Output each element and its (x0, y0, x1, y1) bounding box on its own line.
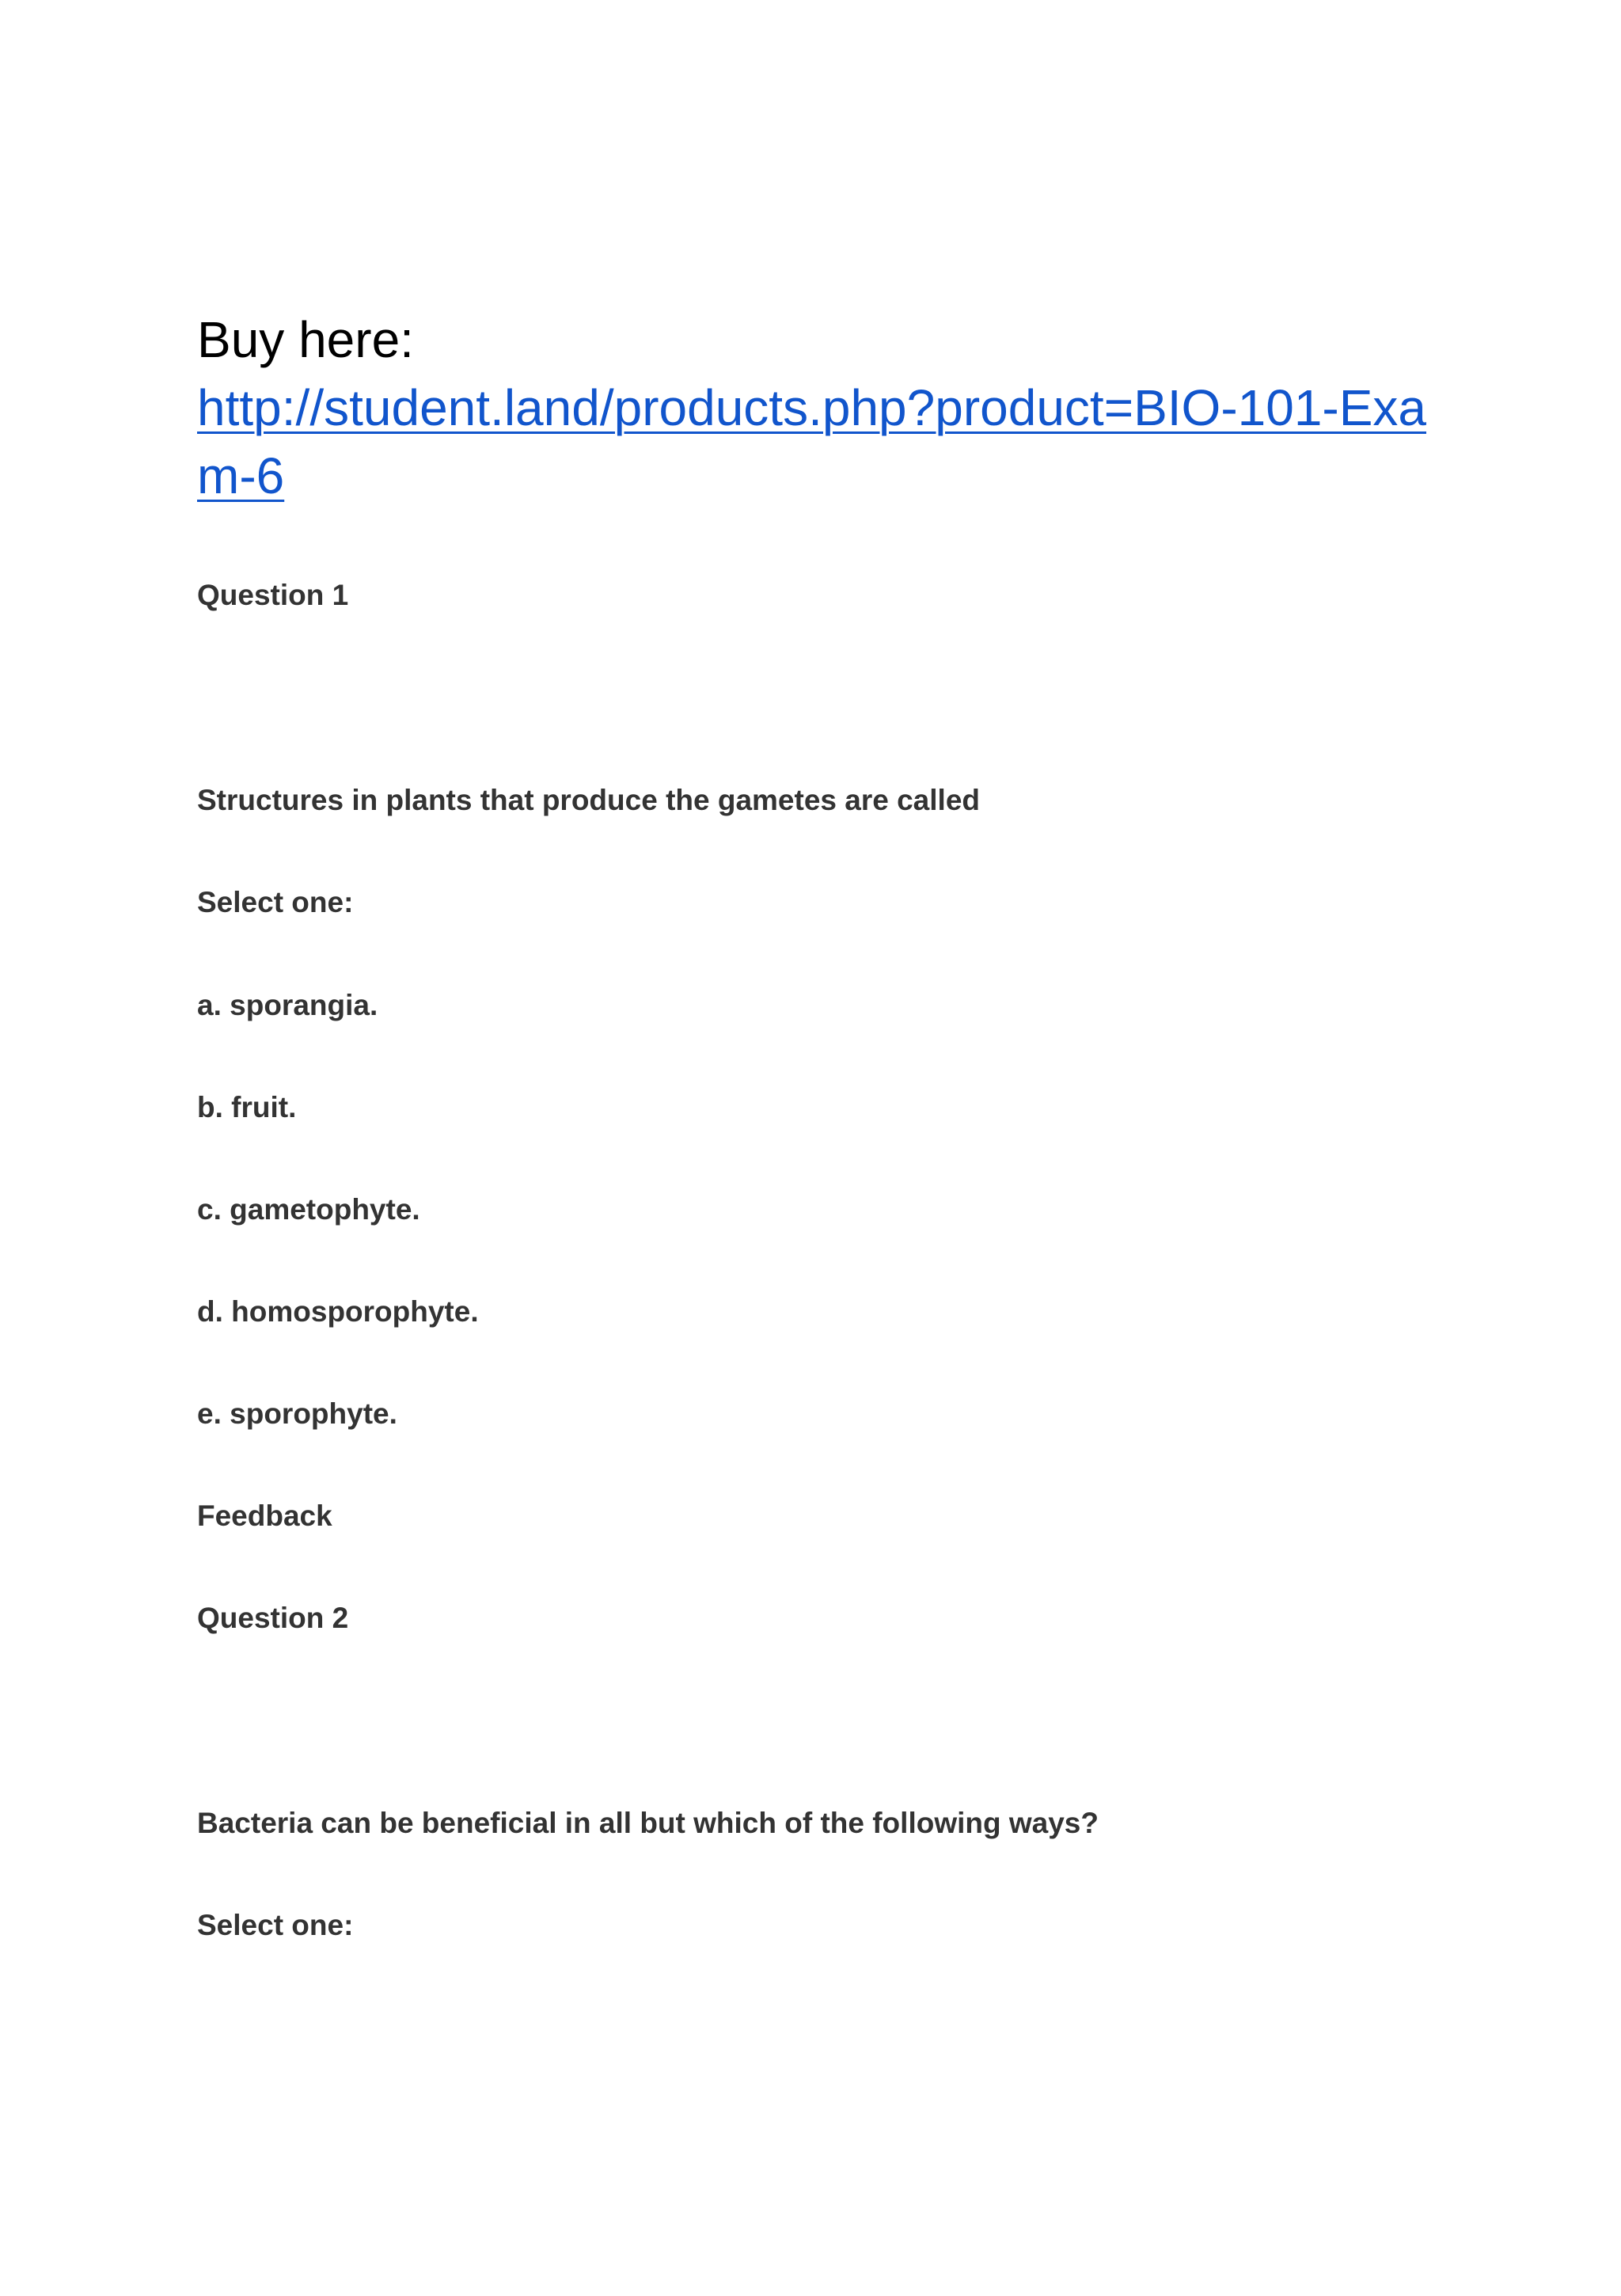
question-1-option-a[interactable]: a. sporangia. (197, 989, 378, 1021)
question-1-option-b[interactable]: b. fruit. (197, 1091, 297, 1123)
question-2-label: Question 2 (197, 1602, 349, 1634)
question-1-option-e[interactable]: e. sporophyte. (197, 1397, 397, 1430)
product-link[interactable]: http://student.land/products.php?product=BIO-101-Exam-6 (197, 379, 1426, 504)
question-1-option-d[interactable]: d. homosporophyte. (197, 1295, 479, 1328)
question-2-prompt: Bacteria can be beneficial in all but which of the following ways? (197, 1807, 1099, 1839)
question-1-label: Question 1 (197, 579, 349, 611)
question-1-prompt: Structures in plants that produce the gametes are called (197, 784, 980, 816)
question-1-option-c[interactable]: c. gametophyte. (197, 1193, 420, 1226)
buy-heading (197, 306, 1432, 510)
buy-label: Buy here: (197, 311, 414, 368)
question-2-select-label: Select one: (197, 1909, 354, 1941)
question-1-feedback-label: Feedback (197, 1500, 332, 1532)
question-1-select-label: Select one: (197, 886, 354, 918)
